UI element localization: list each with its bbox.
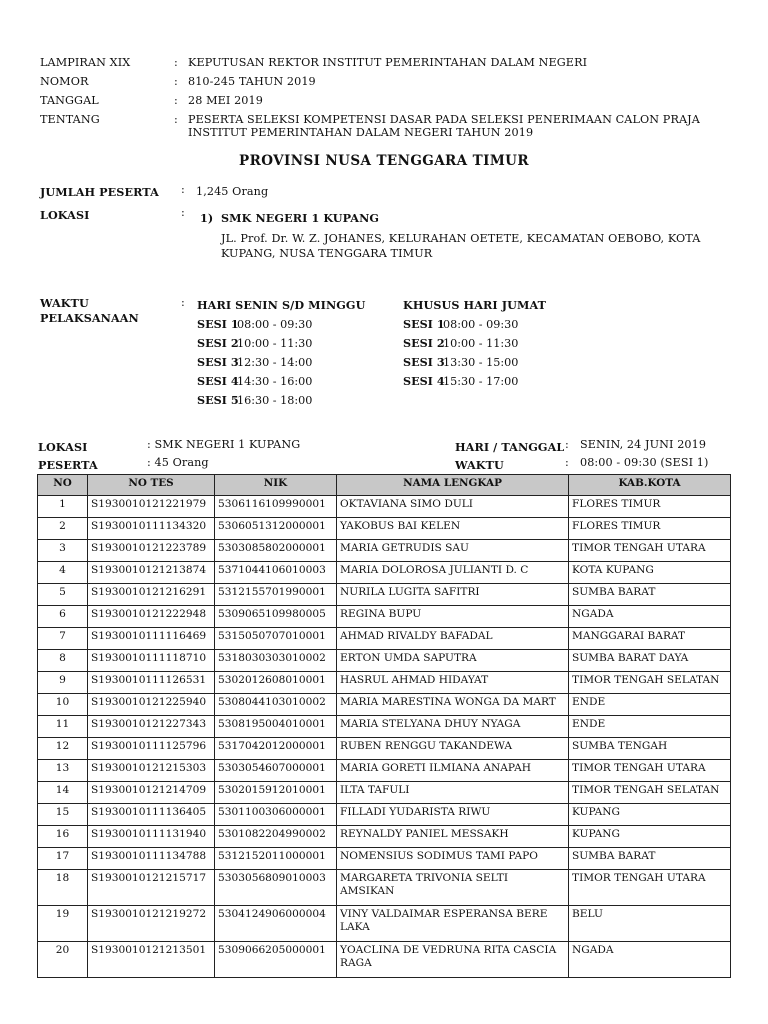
table-row (38, 518, 731, 540)
header-key: NOMOR (40, 75, 89, 88)
cell-nama: ILTA TAFULI (337, 782, 569, 804)
sesi-time: 15:30 - 17:00 (443, 375, 519, 388)
sesi-time: 14:30 - 16:00 (237, 375, 313, 388)
cell-nik: 5315050707010001 (215, 628, 337, 650)
header-colon: : (174, 113, 178, 126)
waktu-col2-title: KHUSUS HARI JUMAT (403, 298, 547, 312)
table-row (38, 804, 731, 826)
table-row (38, 906, 731, 942)
cell-no-tes: S1930010111131940 (88, 826, 215, 848)
sesi-label: SESI 1 (197, 317, 239, 331)
cell-nama: ERTON UMDA SAPUTRA (337, 650, 569, 672)
table-row (38, 540, 731, 562)
cell-kab-kota: MANGGARAI BARAT (569, 628, 731, 650)
cell-nik: 5302015912010001 (215, 782, 337, 804)
header-colon: : (174, 75, 178, 88)
cell-kab-kota: TIMOR TENGAH UTARA (569, 540, 731, 562)
cell-no-tes: S1930010121214709 (88, 782, 215, 804)
cell-kab-kota: TIMOR TENGAH UTARA (569, 870, 731, 906)
cell-no-tes: S1930010121225940 (88, 694, 215, 716)
cell-no: 12 (38, 738, 88, 760)
table-row (38, 870, 731, 906)
sesi-time: 10:00 - 11:30 (443, 337, 519, 350)
sesi-time: 08:00 - 09:30 (443, 318, 519, 331)
header-row-lampiran (40, 56, 740, 70)
sesi-line (197, 317, 312, 331)
province-title: PROVINSI NUSA TENGGARA TIMUR (239, 153, 529, 169)
header-key: LAMPIRAN XIX (40, 56, 131, 69)
table-row (38, 694, 731, 716)
cell-nama: YAKOBUS BAI KELEN (337, 518, 569, 540)
cell-nik: 5301082204990002 (215, 826, 337, 848)
cell-no-tes: S1930010111126531 (88, 672, 215, 694)
cell-nik: 5303056809010003 (215, 870, 337, 906)
cell-kab-kota: SUMBA BARAT DAYA (569, 650, 731, 672)
cell-kab-kota: TIMOR TENGAH SELATAN (569, 782, 731, 804)
cell-nik: 5308044103010002 (215, 694, 337, 716)
sesi-line (403, 336, 518, 350)
cell-nik: 5301100306000001 (215, 804, 337, 826)
cell-nik: 5312152011000001 (215, 848, 337, 870)
cell-kab-kota: FLORES TIMUR (569, 518, 731, 540)
sesi-line (197, 374, 312, 388)
cell-kab-kota: KOTA KUPANG (569, 562, 731, 584)
cell-no-tes: S1930010111118710 (88, 650, 215, 672)
header-row-tentang (40, 113, 740, 141)
header-colon: : (174, 94, 178, 107)
cell-nama: AHMAD RIVALDY BAFADAL (337, 628, 569, 650)
sesi-label: SESI 2 (403, 336, 445, 350)
cell-nama: FILLADI YUDARISTA RIWU (337, 804, 569, 826)
jumlah-value: 1,245 Orang (196, 185, 269, 198)
session-lokasi-value: : SMK NEGERI 1 KUPANG (147, 438, 301, 451)
table-row (38, 760, 731, 782)
sesi-line (403, 317, 518, 331)
cell-no-tes: S1930010111136405 (88, 804, 215, 826)
cell-kab-kota: BELU (569, 906, 731, 942)
sesi-line (197, 336, 312, 350)
cell-no: 6 (38, 606, 88, 628)
cell-no-tes: S1930010121221979 (88, 496, 215, 518)
sesi-label: SESI 2 (197, 336, 239, 350)
sesi-time: 16:30 - 18:00 (237, 394, 313, 407)
table-row (38, 942, 731, 978)
jumlah-colon: : (181, 183, 185, 196)
cell-no: 7 (38, 628, 88, 650)
cell-kab-kota: FLORES TIMUR (569, 496, 731, 518)
cell-nama: REYNALDY PANIEL MESSAKH (337, 826, 569, 848)
session-waktu-value: 08:00 - 09:30 (SESI 1) (580, 456, 709, 469)
waktu-col1-title: HARI SENIN S/D MINGGU (197, 298, 366, 312)
cell-nama: RUBEN RENGGU TAKANDEWA (337, 738, 569, 760)
cell-nik: 5302012608010001 (215, 672, 337, 694)
sesi-label: SESI 3 (403, 355, 445, 369)
session-peserta-label: PESERTA (38, 458, 98, 472)
column-header-kab-kota: KAB.KOTA (569, 475, 731, 496)
cell-no: 13 (38, 760, 88, 782)
cell-no-tes: S1930010111134320 (88, 518, 215, 540)
cell-no-tes: S1930010121215717 (88, 870, 215, 906)
cell-nama: MARIA MARESTINA WONGA DA MART (337, 694, 569, 716)
table-row (38, 650, 731, 672)
cell-no-tes: S1930010121222948 (88, 606, 215, 628)
header-row-nomor (40, 75, 740, 89)
waktu-colon: : (181, 296, 185, 309)
cell-nik: 5317042012000001 (215, 738, 337, 760)
cell-kab-kota: SUMBA BARAT (569, 848, 731, 870)
session-hari-colon: : (565, 438, 569, 451)
cell-nik: 5312155701990001 (215, 584, 337, 606)
session-lokasi-label: LOKASI (38, 440, 88, 454)
cell-nama: OKTAVIANA SIMO DULI (337, 496, 569, 518)
table-row (38, 738, 731, 760)
cell-no-tes: S1930010121223789 (88, 540, 215, 562)
cell-kab-kota: ENDE (569, 716, 731, 738)
table-row (38, 606, 731, 628)
cell-kab-kota: TIMOR TENGAH UTARA (569, 760, 731, 782)
cell-no: 4 (38, 562, 88, 584)
table-row (38, 716, 731, 738)
cell-nik: 5303054607000001 (215, 760, 337, 782)
cell-no-tes: S1930010121213501 (88, 942, 215, 978)
column-header-nik: NIK (215, 475, 337, 496)
lokasi-label: LOKASI (40, 208, 90, 222)
cell-no: 10 (38, 694, 88, 716)
cell-no: 14 (38, 782, 88, 804)
session-waktu-colon: : (565, 456, 569, 469)
cell-no-tes: S1930010121227343 (88, 716, 215, 738)
header-colon: : (174, 56, 178, 69)
cell-nik: 5303085802000001 (215, 540, 337, 562)
table-row (38, 562, 731, 584)
cell-no: 9 (38, 672, 88, 694)
session-waktu-label: WAKTU (455, 458, 504, 472)
cell-nama: MARIA GORETI ILMIANA ANAPAH (337, 760, 569, 782)
column-header-no-tes: NO TES (88, 475, 215, 496)
cell-no: 18 (38, 870, 88, 906)
header-value: 810-245 TAHUN 2019 (188, 75, 316, 88)
sesi-line (197, 355, 312, 369)
sesi-line (403, 374, 518, 388)
lokasi-address: JL. Prof. Dr. W. Z. JOHANES, KELURAHAN OETETE, KECAMATAN OEBOBO, KOTA KUPANG, NUSA TENGGARA TIMUR (221, 232, 701, 260)
lokasi-name: SMK NEGERI 1 KUPANG (221, 211, 380, 225)
header-key: TENTANG (40, 113, 100, 126)
session-peserta-value: : 45 Orang (147, 456, 209, 469)
column-header-nama: NAMA LENGKAP (337, 475, 569, 496)
cell-kab-kota: ENDE (569, 694, 731, 716)
cell-nama: MARIA DOLOROSA JULIANTI D. C (337, 562, 569, 584)
table-row (38, 672, 731, 694)
cell-nik: 5318030303010002 (215, 650, 337, 672)
cell-no: 19 (38, 906, 88, 942)
table-row (38, 826, 731, 848)
cell-kab-kota: TIMOR TENGAH SELATAN (569, 672, 731, 694)
table-row (38, 782, 731, 804)
cell-nik: 5371044106010003 (215, 562, 337, 584)
sesi-time: 08:00 - 09:30 (237, 318, 313, 331)
sesi-label: SESI 1 (403, 317, 445, 331)
cell-no: 5 (38, 584, 88, 606)
sesi-time: 13:30 - 15:00 (443, 356, 519, 369)
sesi-time: 12:30 - 14:00 (237, 356, 313, 369)
cell-no: 2 (38, 518, 88, 540)
cell-no-tes: S1930010111116469 (88, 628, 215, 650)
cell-nik: 5309065109980005 (215, 606, 337, 628)
waktu-label: WAKTU PELAKSANAAN (40, 296, 139, 325)
cell-nik: 5309066205000001 (215, 942, 337, 978)
cell-no-tes: S1930010121213874 (88, 562, 215, 584)
header-value: KEPUTUSAN REKTOR INSTITUT PEMERINTAHAN DALAM NEGERI (188, 56, 588, 69)
cell-nik: 5304124906000004 (215, 906, 337, 942)
participant-table (37, 474, 731, 978)
cell-no-tes: S1930010121215303 (88, 760, 215, 782)
cell-no: 17 (38, 848, 88, 870)
cell-kab-kota: NGADA (569, 606, 731, 628)
table-row (38, 628, 731, 650)
header-value: 28 MEI 2019 (188, 94, 263, 107)
cell-kab-kota: KUPANG (569, 804, 731, 826)
cell-no-tes: S1930010121216291 (88, 584, 215, 606)
cell-nama: NURILA LUGITA SAFITRI (337, 584, 569, 606)
sesi-label: SESI 4 (197, 374, 239, 388)
cell-kab-kota: KUPANG (569, 826, 731, 848)
header-key: TANGGAL (40, 94, 99, 107)
cell-no-tes: S1930010111134788 (88, 848, 215, 870)
lokasi-number: 1) (200, 211, 214, 225)
cell-no-tes: S1930010121219272 (88, 906, 215, 942)
sesi-label: SESI 4 (403, 374, 445, 388)
cell-kab-kota: NGADA (569, 942, 731, 978)
cell-nama: YOACLINA DE VEDRUNA RITA CASCIA RAGA (337, 942, 569, 978)
sesi-line (403, 355, 518, 369)
cell-nama: NOMENSIUS SODIMUS TAMI PAPO (337, 848, 569, 870)
table-row (38, 848, 731, 870)
cell-no: 11 (38, 716, 88, 738)
cell-kab-kota: SUMBA BARAT (569, 584, 731, 606)
cell-nama: MARIA STELYANA DHUY NYAGA (337, 716, 569, 738)
sesi-line (197, 393, 312, 407)
cell-no: 16 (38, 826, 88, 848)
header-value: PESERTA SELEKSI KOMPETENSI DASAR PADA SELEKSI PENERIMAAN CALON PRAJA INSTITUT PEMERINTAHAN DALAM NEGERI TAHUN 2019 (188, 113, 700, 139)
cell-nama: REGINA BUPU (337, 606, 569, 628)
table-header-row (38, 475, 731, 496)
sesi-label: SESI 3 (197, 355, 239, 369)
cell-no: 20 (38, 942, 88, 978)
header-row-tanggal (40, 94, 740, 108)
cell-nama: HASRUL AHMAD HIDAYAT (337, 672, 569, 694)
cell-kab-kota: SUMBA TENGAH (569, 738, 731, 760)
sesi-time: 10:00 - 11:30 (237, 337, 313, 350)
cell-no: 3 (38, 540, 88, 562)
cell-nik: 5306051312000001 (215, 518, 337, 540)
cell-nama: MARIA GETRUDIS SAU (337, 540, 569, 562)
cell-nik: 5306116109990001 (215, 496, 337, 518)
session-hari-value: SENIN, 24 JUNI 2019 (580, 438, 707, 451)
sesi-label: SESI 5 (197, 393, 239, 407)
table-row (38, 496, 731, 518)
table-body (38, 496, 731, 978)
session-hari-label: HARI / TANGGAL (455, 440, 565, 454)
lokasi-colon: : (181, 206, 185, 219)
cell-no: 1 (38, 496, 88, 518)
cell-nama: VINY VALDAIMAR ESPERANSA BERE LAKA (337, 906, 569, 942)
cell-no: 8 (38, 650, 88, 672)
cell-no: 15 (38, 804, 88, 826)
jumlah-label: JUMLAH PESERTA (40, 185, 159, 199)
cell-no-tes: S1930010111125796 (88, 738, 215, 760)
column-header-no: NO (38, 475, 88, 496)
cell-nama: MARGARETA TRIVONIA SELTI AMSIKAN (337, 870, 569, 906)
table-row (38, 584, 731, 606)
cell-nik: 5308195004010001 (215, 716, 337, 738)
